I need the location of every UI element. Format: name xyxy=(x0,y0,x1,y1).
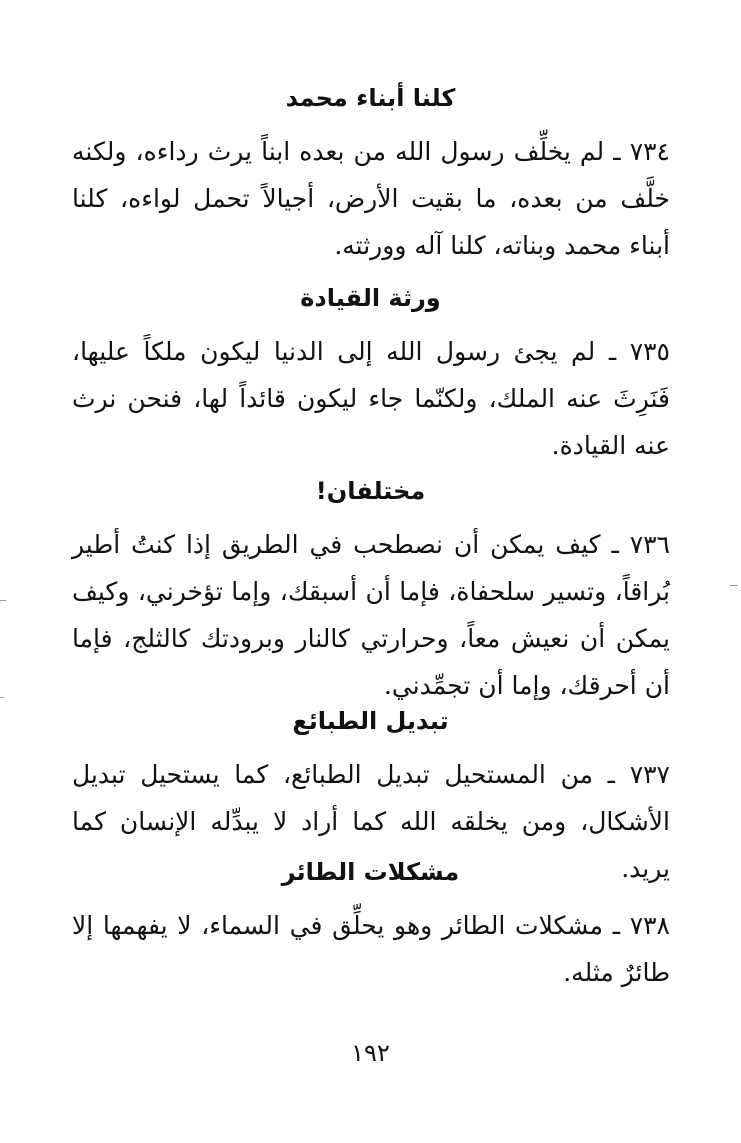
section-heading: ورثة القيادة xyxy=(300,284,441,312)
entry-text: مشكلات الطائر وهو يحلِّق في السماء، لا يفهمها إلا طائرٌ مثله. xyxy=(72,911,670,987)
paragraph xyxy=(72,521,670,709)
entry-number: ٧٣٦ ـ xyxy=(611,530,670,559)
section-heading: مشكلات الطائر xyxy=(281,858,460,886)
section-heading: مختلفان! xyxy=(315,477,426,505)
scan-mark xyxy=(730,585,738,586)
entry-text: لم يخلِّف رسول الله من بعده ابناً يرث رداءه، ولكنه خلَّف من بعده، ما بقيت الأرض، أجيالاً تحمل لواءه، كلنا أبناء محمد وبناته، كلنا آله وورثته. xyxy=(72,137,670,260)
entry-number: ٧٣٤ ـ xyxy=(613,137,670,166)
section-heading: تبديل الطبائع xyxy=(292,707,449,735)
section-heading: كلنا أبناء محمد xyxy=(285,84,456,112)
paragraph xyxy=(72,128,670,269)
entry-number: ٧٣٧ ـ xyxy=(607,760,670,789)
entry-number: ٧٣٥ ـ xyxy=(608,337,670,366)
entry-number: ٧٣٨ ـ xyxy=(612,911,670,940)
scan-mark xyxy=(0,600,6,601)
paragraph xyxy=(72,328,670,469)
page-number: ١٩٢ xyxy=(351,1039,390,1067)
entry-text: كيف يمكن أن نصطحب في الطريق إذا كنتُ أطير بُراقاً، وتسير سلحفاة، فإما أن أسبقك، وإما تؤخرني، وكيف يمكن أن نعيش معاً، وحرارتي كالنار وبرودتك كالثلج، فإما أن أحرقك، وإما أن تجمِّدني. xyxy=(72,530,670,700)
scan-mark xyxy=(0,697,4,698)
entry-text: من المستحيل تبديل الطبائع، كما يستحيل تبديل الأشكال، ومن يخلقه الله كما أراد لا يبدِّله الإنسان كما يريد. xyxy=(72,760,670,883)
paragraph xyxy=(72,902,670,996)
entry-text: لم يجئ رسول الله إلى الدنيا ليكون ملكاً عليها، فَنَرِثَ عنه الملك، ولكنّما جاء ليكون قائداً لها، فنحن نرث عنه القيادة. xyxy=(72,337,670,460)
